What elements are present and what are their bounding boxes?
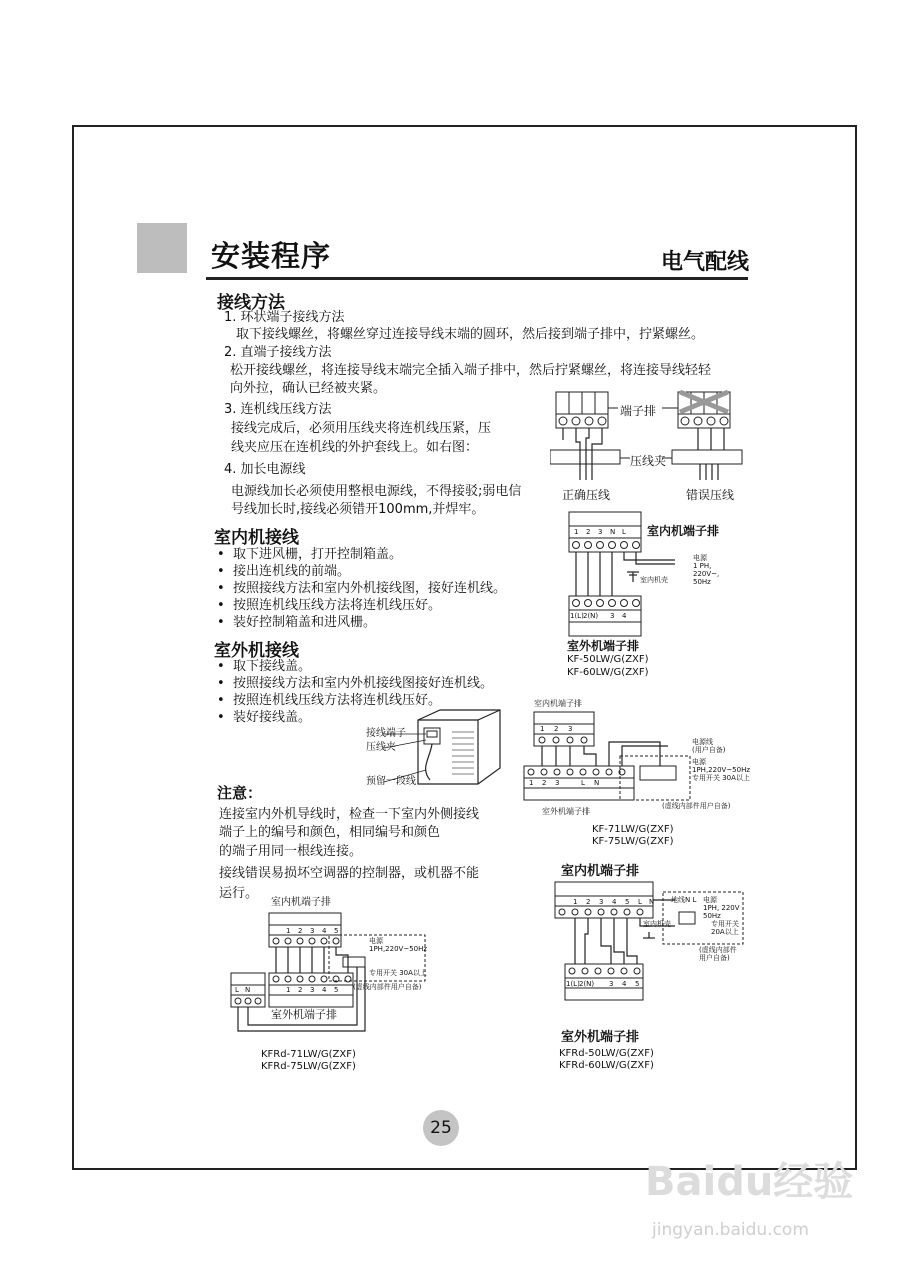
in-term-3: 3 bbox=[568, 725, 573, 733]
label-reserve: 预留一段线 bbox=[366, 776, 416, 787]
label-indoor-block: 室内机端子排 bbox=[534, 699, 582, 708]
s3-line1: 接线完成后，必须用压线夹将连机线压紧，压 bbox=[231, 421, 492, 436]
in-term-4: 4 bbox=[322, 927, 327, 935]
out-term-4: 4 bbox=[322, 986, 327, 994]
model-2: KF-75LW/G(ZXF) bbox=[592, 836, 674, 847]
note-line1: 连接室内外机导线时，检查一下室内外侧接线 bbox=[219, 807, 480, 822]
page-subtitle: 电气配线 bbox=[660, 250, 749, 275]
in-term-5: 5 bbox=[625, 898, 630, 906]
model-2: KFRd-75LW/G(ZXF) bbox=[261, 1061, 356, 1072]
in-term-1: 1 bbox=[286, 927, 291, 935]
label-switch: 专用开关 bbox=[711, 920, 739, 928]
heading-outdoor: 室外机接线 bbox=[214, 641, 299, 661]
outdoor-unit-diagram bbox=[360, 708, 510, 792]
note-heading: 注意： bbox=[217, 784, 263, 802]
label-power-2: 1PH,220V~50Hz bbox=[369, 945, 428, 953]
label-ground: 室内机壳 bbox=[640, 576, 668, 584]
label-indoor-block: 室内机端子排 bbox=[561, 864, 640, 879]
label-power-4: 50Hz bbox=[693, 578, 711, 586]
label-terminal-block: 端子排 bbox=[620, 404, 657, 418]
label-power-3: 50Hz bbox=[703, 912, 721, 920]
model-1: KFRd-71LW/G(ZXF) bbox=[261, 1049, 356, 1060]
out-term-1: 1(L) bbox=[566, 980, 580, 988]
kf50-wiring-diagram bbox=[565, 510, 755, 680]
in-term-1: 1 bbox=[540, 725, 545, 733]
label-power: 电源 bbox=[703, 896, 717, 904]
label-outdoor-block: 室外机端子排 bbox=[567, 639, 640, 653]
model-2: KFRd-60LW/G(ZXF) bbox=[559, 1060, 654, 1071]
label-power-2: 1PH, 220V bbox=[703, 904, 740, 912]
out-term-5: 5 bbox=[334, 986, 339, 994]
kfrd71-wiring-diagram bbox=[225, 893, 435, 1078]
out-term-l: L bbox=[235, 986, 239, 994]
in-term-1: 1 bbox=[573, 898, 578, 906]
s4-line1: 电源线加长必须使用整根电源线，不得接驳;弱电信 bbox=[231, 484, 522, 499]
out-term-4: 4 bbox=[622, 980, 627, 988]
out-term-1: 1(L) bbox=[570, 612, 584, 620]
out-term-3: 3 bbox=[609, 980, 614, 988]
label-outdoor-block: 室外机端子排 bbox=[271, 1008, 337, 1021]
out-term-5: 5 bbox=[635, 980, 640, 988]
note-line4: 接线错误易损坏空调器的控制器，或机器不能 bbox=[219, 866, 480, 881]
label-cable: 电源线 bbox=[692, 738, 713, 746]
page-title: 安装程序 bbox=[211, 239, 332, 273]
kf71-wiring-diagram bbox=[520, 698, 750, 850]
heading-indoor: 室内机接线 bbox=[214, 528, 299, 548]
in-term-3: 3 bbox=[310, 927, 315, 935]
label-note: (虚线内部件用户自备) bbox=[353, 983, 422, 991]
s2-line2: 向外拉，确认已经被夹紧。 bbox=[230, 381, 387, 396]
crimp-diagram bbox=[550, 388, 750, 506]
out-term-3: 3 bbox=[555, 779, 560, 787]
in-term-4: 4 bbox=[612, 898, 617, 906]
label-outdoor-block: 室外机端子排 bbox=[542, 807, 590, 816]
out-term-2: 2 bbox=[542, 779, 547, 787]
s3-line2: 线夹应压在连机线的外护套线上。如右图： bbox=[231, 440, 479, 455]
label-ground: 室内机壳 bbox=[643, 920, 671, 928]
in-term-n: N bbox=[649, 898, 655, 906]
in-term-5: 5 bbox=[334, 927, 339, 935]
list-item: • 装好接线盖。 bbox=[217, 709, 493, 726]
in-term-l: L bbox=[638, 898, 642, 906]
label-power: 电源 bbox=[692, 758, 706, 766]
indoor-list bbox=[217, 546, 506, 631]
s1-title: 1. 环状端子接线方法 bbox=[224, 310, 345, 325]
list-item: • 按照连机线压线方法将连机线压好。 bbox=[217, 692, 493, 709]
list-item: • 按照接线方法和室内外机接线图，接好连机线。 bbox=[217, 580, 506, 597]
list-item: • 取下进风栅，打开控制箱盖。 bbox=[217, 546, 506, 563]
list-item: • 按照接线方法和室内外机接线图接好连机线。 bbox=[217, 675, 493, 692]
s2-line1: 松开接线螺丝，将连接导线末端完全插入端子排中，然后拧紧螺丝，将连接导线轻轻 bbox=[230, 363, 712, 378]
note-line5: 运行。 bbox=[219, 886, 259, 901]
heading-wiring-method: 接线方法 bbox=[217, 293, 285, 313]
s2-title: 2. 直端子接线方法 bbox=[224, 345, 332, 360]
in-term-3: 3 bbox=[598, 528, 603, 536]
s1-text: 取下接线螺丝，将螺丝穿过连接导线末端的圆环，然后接到端子排中，拧紧螺丝。 bbox=[236, 327, 705, 342]
model-1: KFRd-50LW/G(ZXF) bbox=[559, 1048, 654, 1059]
in-term-3: 3 bbox=[599, 898, 604, 906]
label-switch-2: 20A以上 bbox=[711, 928, 739, 936]
model-1: KF-50LW/G(ZXF) bbox=[567, 654, 649, 665]
label-power-2: 1 PH, bbox=[693, 562, 712, 570]
list-item: • 装好控制箱盖和进风栅。 bbox=[217, 614, 506, 631]
in-term-l: L bbox=[622, 528, 626, 536]
s3-title: 3. 连机线压线方法 bbox=[224, 402, 332, 417]
model-1: KF-71LW/G(ZXF) bbox=[592, 824, 674, 835]
label-power: 电源 bbox=[693, 554, 707, 562]
label-note: (虚线内部件用户自备) bbox=[662, 802, 731, 810]
out-term-n: N bbox=[594, 779, 600, 787]
note-line3: 的端子用同一根线连接。 bbox=[219, 844, 363, 859]
label-clamp: 压线夹 bbox=[366, 742, 396, 753]
in-term-2: 2 bbox=[586, 528, 591, 536]
out-term-l: L bbox=[581, 779, 585, 787]
label-power-3: 220V~, bbox=[693, 570, 720, 578]
watermark-logo: Baidu经验 bbox=[645, 1159, 854, 1205]
section-marker bbox=[137, 223, 187, 273]
s4-title: 4. 加长电源线 bbox=[224, 462, 306, 477]
kfrd50-wiring-diagram bbox=[545, 856, 760, 1078]
out-term-2: 2(N) bbox=[579, 980, 595, 988]
label-power: 电源 bbox=[369, 937, 383, 945]
label-note: (虚线内部件 bbox=[699, 946, 737, 954]
out-term-3: 3 bbox=[310, 986, 315, 994]
model-2: KF-60LW/G(ZXF) bbox=[567, 667, 649, 678]
list-item: • 接出连机线的前端。 bbox=[217, 563, 506, 580]
label-cable-2: (用户自备) bbox=[692, 746, 726, 754]
out-term-1: 1 bbox=[529, 779, 534, 787]
label-outdoor-block: 室外机端子排 bbox=[561, 1030, 640, 1045]
out-term-2: 2(N) bbox=[583, 612, 599, 620]
label-power-3: 专用开关 30A以上 bbox=[369, 969, 427, 977]
list-item: • 取下接线盖。 bbox=[217, 658, 493, 675]
in-term-2: 2 bbox=[554, 725, 559, 733]
label-wrong: 错误压线 bbox=[686, 488, 735, 502]
label-power-3: 专用开关 30A以上 bbox=[692, 774, 750, 782]
label-ground-nl: 地线N L bbox=[671, 896, 697, 904]
out-term-n: N bbox=[245, 986, 251, 994]
in-term-2: 2 bbox=[586, 898, 591, 906]
label-clamp: 压线夹 bbox=[630, 454, 667, 468]
label-note-2: 用户自备) bbox=[699, 954, 730, 962]
label-indoor-block: 室内机端子排 bbox=[647, 524, 720, 538]
s4-line2: 号线加长时,接线必须错开100mm,并焊牢。 bbox=[231, 502, 485, 517]
in-term-1: 1 bbox=[574, 528, 579, 536]
page-number: 25 bbox=[423, 1110, 459, 1146]
out-term-3: 3 bbox=[610, 612, 615, 620]
note-line2: 端子上的编号和颜色，相同编号和颜色 bbox=[219, 825, 441, 840]
label-indoor-block: 室内机端子排 bbox=[271, 897, 331, 908]
label-power-2: 1PH,220V~50Hz bbox=[692, 766, 751, 774]
out-term-1: 1 bbox=[286, 986, 291, 994]
title-rule bbox=[206, 277, 748, 280]
out-term-4: 4 bbox=[622, 612, 627, 620]
out-term-2: 2 bbox=[298, 986, 303, 994]
label-terminal: 接线端子 bbox=[366, 728, 406, 739]
list-item: • 按照连机线压线方法将连机线压好。 bbox=[217, 597, 506, 614]
in-term-2: 2 bbox=[298, 927, 303, 935]
in-term-n: N bbox=[610, 528, 616, 536]
label-correct: 正确压线 bbox=[562, 488, 611, 502]
watermark-url: jingyan.baidu.com bbox=[652, 1220, 809, 1240]
